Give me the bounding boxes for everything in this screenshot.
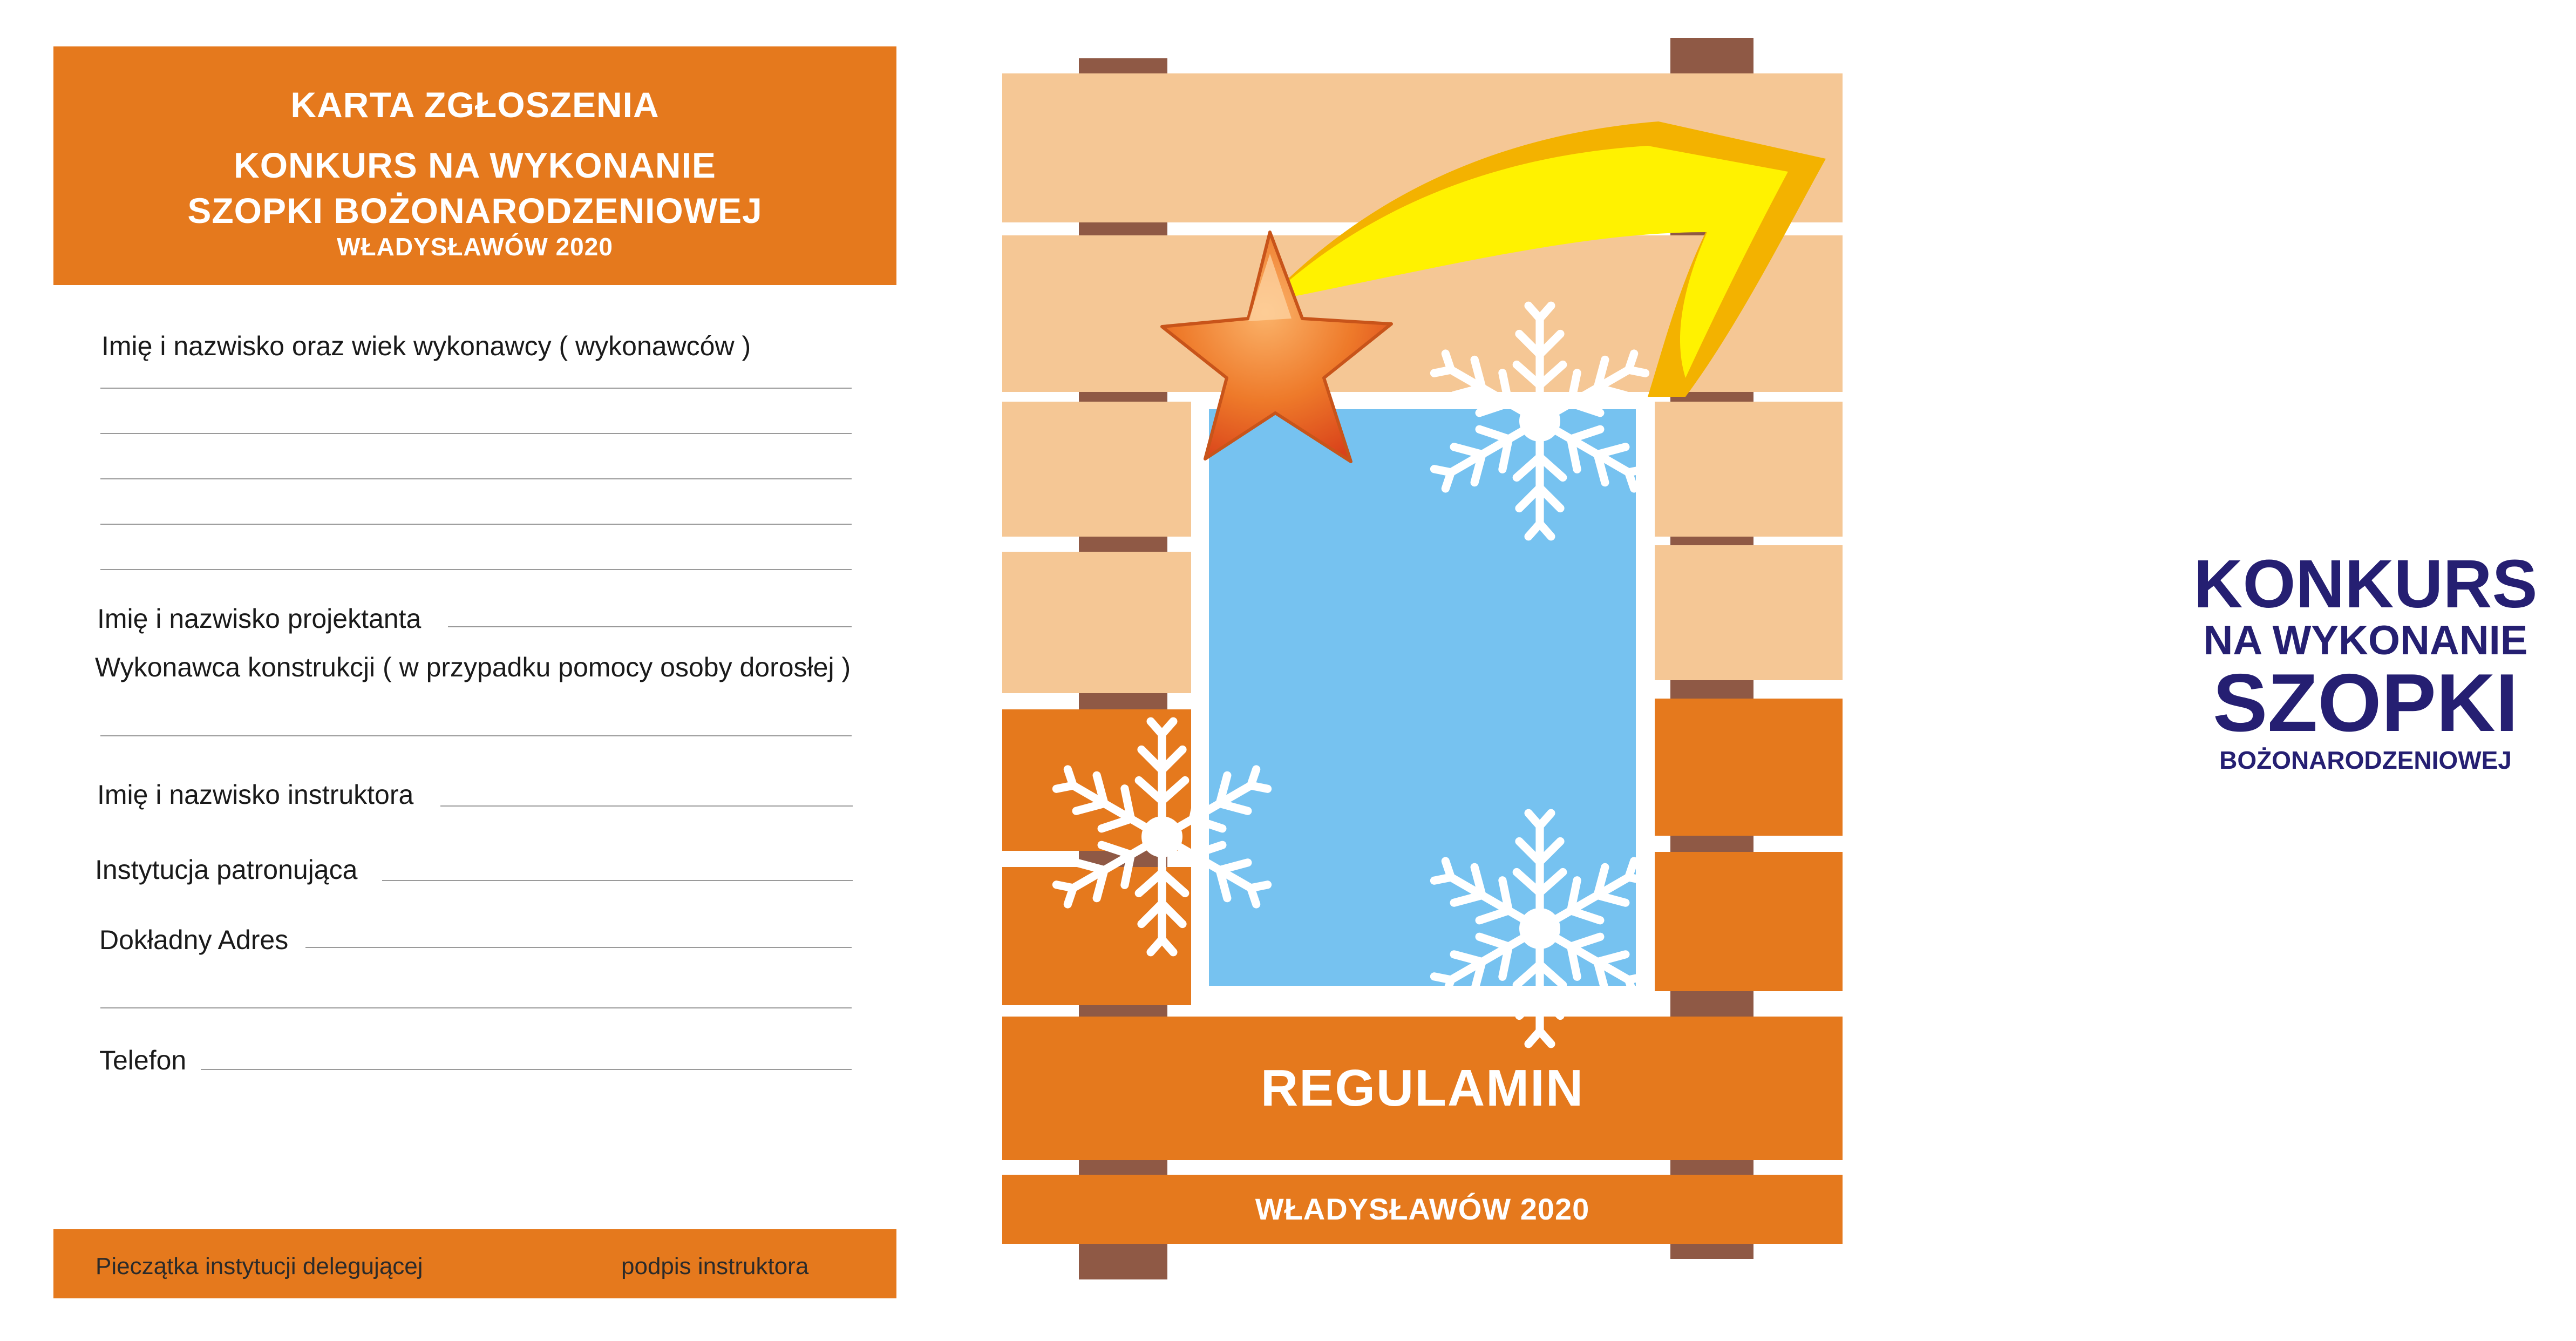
cover-title-line1: KONKURS: [2193, 546, 2538, 622]
institution-label: Instytucja patronująca: [95, 855, 358, 885]
instructor-line[interactable]: [440, 805, 853, 807]
form-subtitle: [53, 143, 896, 233]
snowflake-icon: [1429, 306, 1651, 537]
designer-label: Imię i nazwisko projektanta: [97, 604, 422, 634]
stamp-label: Pieczątka instytucji delegującej: [96, 1253, 423, 1279]
cover-title-line3: SZOPKI: [2213, 657, 2518, 749]
performers-line-3[interactable]: [100, 478, 852, 479]
phone-label: Telefon: [99, 1045, 187, 1075]
regulamin-label: REGULAMIN: [1260, 1059, 1585, 1117]
phone-line[interactable]: [201, 1069, 852, 1070]
cover-place-year: WŁADYSŁAWÓW 2020: [1255, 1192, 1590, 1226]
cover-title-line2: NA WYKONANIE: [2203, 618, 2528, 663]
address-line-1[interactable]: [305, 947, 852, 948]
form-footer: [53, 1229, 896, 1298]
form-header: [53, 46, 896, 285]
form-place-year: WŁADYSŁAWÓW 2020: [337, 233, 613, 261]
address-label: Dokładny Adres: [99, 925, 289, 955]
performers-label: Imię i nazwisko oraz wiek wykonawcy ( wykonawców ): [101, 331, 751, 361]
form-subtitle-line1: KONKURS NA WYKONANIE: [234, 145, 716, 185]
cover-title-line4: BOŻONARODZENIOWEJ: [2219, 746, 2512, 774]
performers-line-5[interactable]: [100, 569, 852, 570]
snowflake-icon: [1051, 721, 1274, 952]
signature-label: podpis instruktora: [621, 1253, 809, 1279]
performers-line-1[interactable]: [100, 388, 852, 389]
performers-line-4[interactable]: [100, 524, 852, 525]
address-line-2[interactable]: [100, 1007, 852, 1008]
form-title: KARTA ZGŁOSZENIA: [290, 85, 660, 125]
application-form: [0, 0, 946, 1341]
constructor-label: Wykonawca konstrukcji ( w przypadku pomocy osoby dorosłej ): [95, 652, 851, 682]
instructor-label: Imię i nazwisko instruktora: [97, 780, 414, 810]
constructor-line[interactable]: [100, 735, 852, 736]
performers-line-2[interactable]: [100, 433, 852, 434]
cover-page: [946, 0, 2538, 1341]
snowflake-icon: [1429, 813, 1651, 1044]
form-subtitle-line2: SZOPKI BOŻONARODZENIOWEJ: [187, 191, 763, 231]
designer-line[interactable]: [448, 626, 852, 627]
institution-line[interactable]: [382, 880, 853, 881]
